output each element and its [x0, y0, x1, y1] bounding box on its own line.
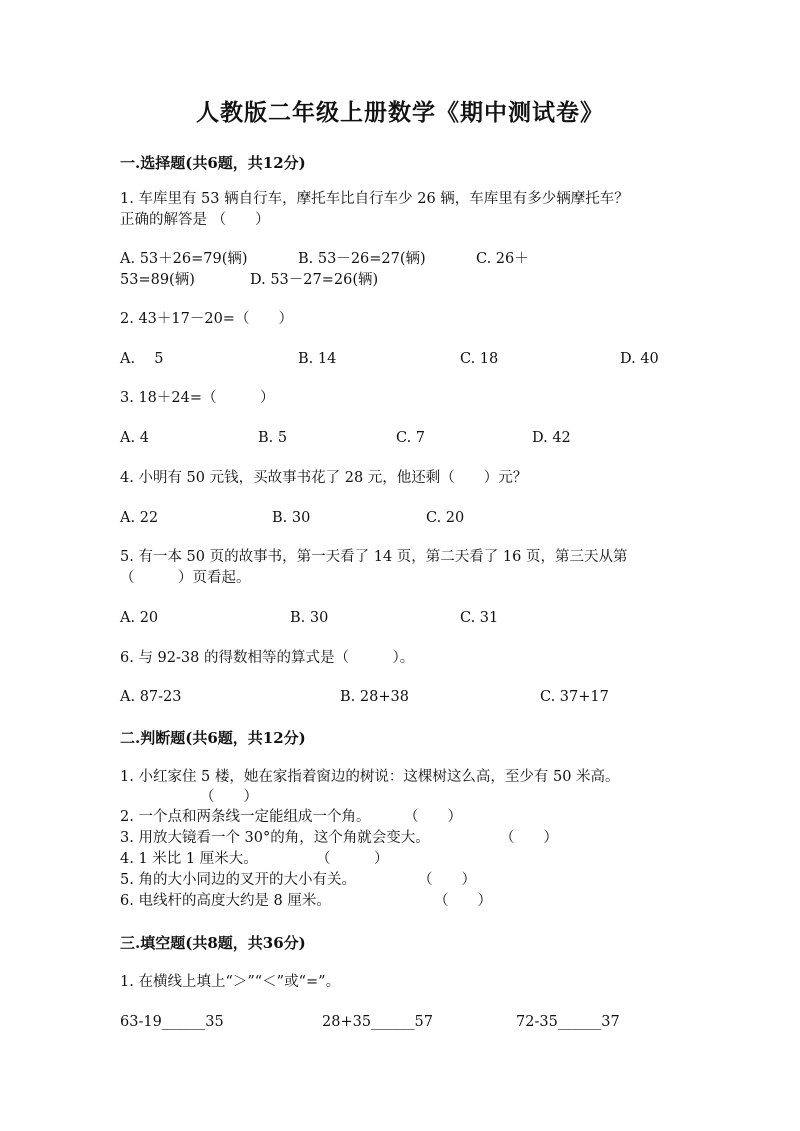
judge-q6-text: 6. 电线杆的高度大约是 8 厘米。	[120, 893, 331, 909]
choice-q3-option-d: D. 42	[532, 430, 571, 446]
choice-q6-option-b: B. 28+38	[340, 689, 409, 705]
choice-q6-option-a: A. 87-23	[120, 689, 182, 705]
choice-q1-option-d: D. 53－27=26(辆)	[250, 272, 379, 288]
fill-q1-item-3: 72-35______37	[516, 1014, 620, 1030]
judge-q5-answer-paren: （ ）	[418, 872, 476, 888]
fill-q1-item-1: 63-19______35	[120, 1014, 224, 1030]
judge-q3-text: 3. 用放大镜看一个 30°的角，这个角就会变大。	[120, 830, 430, 846]
choice-q1-option-a: A. 53＋26=79(辆)	[120, 251, 248, 267]
judge-q1-answer-paren: （ ）	[200, 789, 258, 805]
section-heading-choice: 一.选择题(共6题，共12分)	[120, 154, 306, 172]
choice-q3-option-a: A. 4	[120, 430, 149, 446]
judge-q3-answer-paren: （ ）	[500, 830, 558, 846]
choice-q6-option-c: C. 37+17	[540, 689, 609, 705]
judge-q2-text: 2. 一个点和两条线一定能组成一个角。	[120, 809, 371, 825]
choice-q2-option-b: B. 14	[298, 351, 337, 367]
choice-q1-stem-cont: 正确的解答是 （ ）	[120, 212, 270, 228]
choice-q2-option-d: D. 40	[620, 351, 659, 367]
choice-q2-option-c: C. 18	[460, 351, 499, 367]
judge-q6-answer-paren: （ ）	[434, 893, 492, 909]
fill-q1-item-2: 28+35______57	[322, 1014, 434, 1030]
choice-q2-option-a: A. 5	[120, 351, 164, 367]
section-heading-fill: 三.填空题(共8题，共36分)	[120, 934, 306, 952]
choice-q4-option-c: C. 20	[426, 510, 465, 526]
choice-q1-option-c-cont: 53=89(辆)	[120, 272, 195, 288]
page-title: 人教版二年级上册数学《期中测试卷》	[196, 99, 604, 126]
choice-q5-option-a: A. 20	[120, 610, 159, 626]
choice-q2-stem: 2. 43＋17－20=（ ）	[120, 311, 293, 327]
choice-q3-option-c: C. 7	[396, 430, 426, 446]
choice-q5-option-c: C. 31	[460, 610, 499, 626]
choice-q4-stem: 4. 小明有 50 元钱，买故事书花了 28 元，他还剩（ ）元？	[120, 470, 528, 486]
choice-q1-option-b: B. 53－26=27(辆)	[298, 251, 426, 267]
judge-q1-text: 1. 小红家住 5 楼，她在家指着窗边的树说：这棵树这么高，至少有 50 米高。	[120, 769, 620, 785]
choice-q1-stem: 1. 车库里有 53 辆自行车，摩托车比自行车少 26 辆，车库里有多少辆摩托车？	[120, 191, 629, 207]
choice-q3-stem: 3. 18＋24=（ ）	[120, 390, 275, 406]
choice-q4-option-b: B. 30	[272, 510, 311, 526]
judge-q4-answer-paren: （ ）	[316, 851, 389, 867]
choice-q1-option-c: C. 26＋	[476, 251, 529, 267]
choice-q3-option-b: B. 5	[258, 430, 288, 446]
choice-q5-stem: 5. 有一本 50 页的故事书，第一天看了 14 页，第二天看了 16 页，第三天从第	[120, 549, 628, 565]
judge-q5-text: 5. 角的大小同边的叉开的大小有关。	[120, 872, 356, 888]
choice-q6-stem: 6. 与 92-38 的得数相等的算式是（ ）。	[120, 650, 415, 666]
section-heading-judge: 二.判断题(共6题，共12分)	[120, 729, 306, 747]
choice-q5-stem-cont: （ ）页看起。	[120, 570, 251, 586]
fill-q1-stem: 1. 在横线上填上“＞”“＜”或“=”。	[120, 974, 341, 990]
choice-q4-option-a: A. 22	[120, 510, 159, 526]
judge-q2-answer-paren: （ ）	[404, 809, 462, 825]
choice-q5-option-b: B. 30	[290, 610, 329, 626]
judge-q4-text: 4. 1 米比 1 厘米大。	[120, 851, 258, 867]
